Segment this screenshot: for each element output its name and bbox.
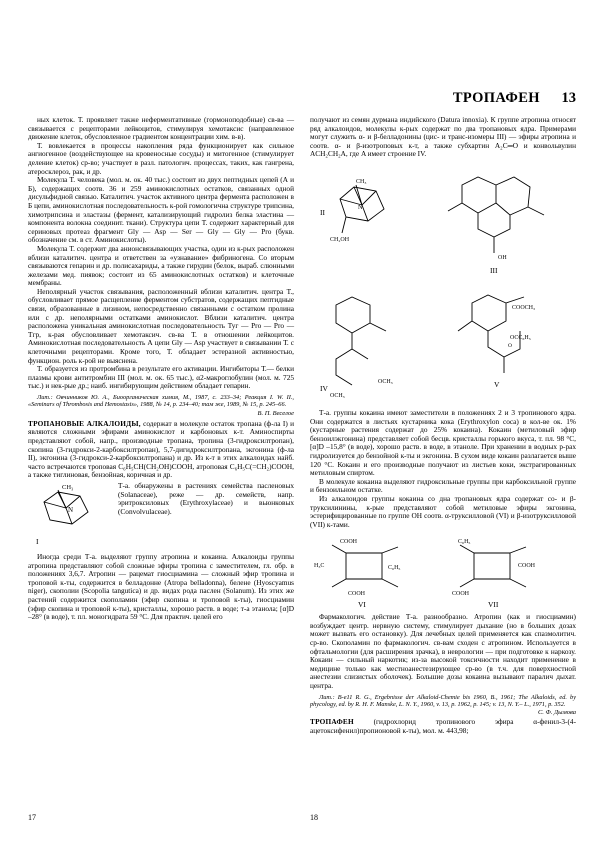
figure-label-V: V (494, 379, 500, 389)
section-body: содержат в молекуле остаток тропана (ф-ла I) и являются сложными эфирами аминокислот и карбоновых к-т. Аминоспирты представляют собой, напр., производные тропана, тропина (3-гидроксилтропан), скопина (3-гидрокси-2-карбоксилтропан), 5,7-дигидроксилтропана, экгонина (ф-ла II), экгонина (3-гидрокси-2-карбоксилтропана) и др. Из к-т в этих алкалоидах найб. часто встречаются троповая C₆H₅CH(CH₂OH)COOH, атроповая C₆H₅C(=CH₂)COOH, а также тиглиновая, бензойная, коричная и др. (28, 418, 294, 480)
section-heading: ТРОПАФЕН (310, 717, 354, 727)
figure-label-III: III (490, 265, 498, 275)
folio-left: 17 (28, 813, 36, 822)
atom-label-cooh-3: COOH (518, 563, 536, 570)
paragraph: Т. образуется из протромбина в результате его активации. Ингибиторы Т.— белки плазмы крови антитромбин III (мол. м. ок. 65 тыс.), α2-макроглобулин (мол. м. 725 тыс.) и нек-рые др.; наиб. ингибирующим действием обладает гепарин. (28, 364, 294, 391)
paragraph: Т. вовлекается в процессы накопления ряда функционирует как сильное ангиогенное (воздействующее на кровеносные сосуды) и митогенное (стимулирует деление клеток) ср-во; участвует в разл. патологич. процессах, таких, как гангрена, атеросклероз, рак, и др. (28, 140, 294, 176)
atom-label-oh: OH (498, 254, 507, 261)
section-body-2: Т-а. обнаружены в растениях семейства пасленовых (Solanaceae), реже — др. семейств, напр. эритроксиловых (Erythroxylaceae) и вьюнковых (Convolvulaceae). (118, 480, 294, 516)
paragraph: Фармакологич. действие Т-а. разнообразно. Атропин (как и гиосциамин) возбуждает центр. нервную систему, стимулирует дыхание (но в больших дозах может вызвать его остановку). Для лечебных целей применяется как спазмолитич. ср-во. Скополамин по фармакологич. св-вам сходен с атропином. Используется в офтальмологии (для расширения зрачка), в неврологии — при подготовке к наркозу. Кокаин — сильный наркотик; из-за высокой токсичности находит применение в медицине только как местноанестезирующее ср-во (в т.ч. для поверхностной анестезии слизистых оболочек). Большие дозы кокаина вызывают паралич дыхат. центра. (310, 612, 576, 691)
folio-right: 18 (310, 813, 318, 822)
figure-group-VI-VII (310, 533, 576, 609)
right-column (310, 116, 576, 736)
section-body-3: Иногда среди Т-а. выделяют группу атропина и кокаина. Алкалоиды группы атропина представляют собой сложные эфиры тропина с заместителем, гл. обр. в положениях 3,6,7. Атропин — рацемат гиосциамина — сложный эфир тропина и троповой к-ты, содержится в белладонне (Atropa belladonna), белене (Hyoscyamus niger), скополии (Scopolia tangutica) и др. видах рода паслен (Solanum). Из этих же растений содержится скополамин (эфир скопина и троповой к-ты), гиосциамин (эфир скопина и троповой к-ты), кристаллы, хорошо раств. в воде; т-а этанола; [α]D –28° (в воде), т. пл. моногидрата 59 °C. Для практич. целей его (28, 551, 294, 622)
paragraph: получают из семян дурмана индийского (Datura innoxia). К группе атропина относят ряд алкалоидов, молекулы к-рых содержат по два тропановых ядра. Примерами могут служить α- и β-белладонины (цис- и транс-изомеры III) — эфиры атропина и соотв. α- и β-изотроповых к-т, а также субхартин A₂C═O и конвольвулин ACH₂CH₂A, где A имеет строение IV. (310, 115, 576, 159)
paragraph: Т-а. группы кокаина имеют заместители в положениях 2 и 3 тропинового ядра. Они содержатся в листьях кустарника кока (Erythroxylon coca) в кол-ве ок. 1% (кустарные растения содержат до 25% кокаина). Кокаин (метиловый эфир бензоилэкгонина) представляет собой бесцв. кристаллы горького вкуса, т. пл. 98 °C, [α]D –15,8° (в воде), хорошо раств. в воде, в этаноле. При хранении в водных р-рах гидролизуется до бензойной к-ты и экгонина. В сухом виде кокаин разлагается выше 120 °C. Кокаин и его производные получают из листьев коки, экстрагированных метиловым спиртом. (310, 407, 576, 478)
atom-label-h3c: H₃C (314, 563, 325, 570)
figure-label-II: II (320, 207, 325, 217)
references-author: С. Ф. Дымова (537, 709, 576, 717)
atom-label-cooh-4: COOH (452, 591, 470, 598)
two-column-layout (28, 116, 576, 736)
atom-label-occ6h5: OCC₆H₅ (510, 334, 531, 341)
paragraph: Неполярный участок связывания, расположенный вблизи каталитич. центра Т., обусловливает прямое расщепление ферментом субстратов, содержащих пептидные связи, образованные в лизином, непосредственно связанными с остатком пролина или с др. неполярными остатками аминокислот. Вблизи каталитич. центра расположена уникальная аминокислотная последовательность Туг — Pro — Pro — Тгр, к-рая обусловливает хемотаксич. св-ва Т. в отношении лейкоцитов. Аминокислотная последовательность А цепи Gly — Asp участвует в связывании Т. с клеточными рецепторами. Кроме того, Т. обладает эстеразной активностью, функцион. роль к-рой не выяснена. (28, 286, 294, 365)
atom-label-cooh-2: COOH (348, 591, 366, 598)
atom-label-n: N (358, 203, 363, 211)
atom-label-c6h5: C₆H₅ (388, 565, 401, 572)
atom-label-ch3: CH₃ (62, 483, 74, 491)
references-author: В. П. Веселое (257, 409, 294, 417)
paragraph: ных клеток. Т. проявляет также неферментативные (гормоноподобные) св-ва — связывается с рецепторами лейкоцитов, стимулируя хемотаксис (направленное движение клеток, обусловленное градиентом концентрации хим. в-в). (28, 115, 294, 142)
figure-group-IV-V (310, 287, 576, 405)
atom-label-cooh: COOH (340, 539, 358, 546)
figure-tropane-I (28, 482, 112, 553)
figure-label-I: I (36, 536, 39, 546)
paragraph: Молекула Т. человека (мол. м. ок. 40 тыс.) состоит из двух пептидных цепей (А и Б), содержащих соотв. 36 и 259 аминокислотных остатков, связанных одной дисульфидной связью. Каталитич. участок активного центра фермента расположен в Б цепи, аминокислотная последовательность к-рой гомологична структуре трипсина, химотрипсина и эластазы (фермент, катализирующий гидролиз белка эластина — компонента волокна соединит. ткани). Структура цепи Т. содержит характерный для сериновых протеаз фрагмент Gly — Asp — Ser — Gly — Gly — Pro (букв. обозначение см. в ст. Аминокислоты). (28, 175, 294, 245)
figure-label-VI: VI (358, 600, 366, 610)
section-tropane-alkaloids (28, 420, 294, 480)
section-heading: ТРОПАНОВЫЕ АЛКАЛОИДЫ, (28, 418, 141, 428)
page-header (28, 90, 576, 112)
atom-label-ch2oh: CH₂OH (330, 236, 350, 243)
paragraph: В молекуле кокаина выделяют гидроксильные группы при карбоксильной группе и бензоильном остатке. (310, 476, 576, 495)
atom-label-cooch3: COOCH₃ (512, 304, 536, 311)
figure-label-IV: IV (320, 383, 328, 393)
section-body: (гидрохлорид тропинового эфира α-фенил-3-(4-ацетоксифенил)пропионовой к-ты), мол. м. 443,98; (310, 717, 576, 736)
header-page-number: 13 (561, 90, 576, 106)
left-column (28, 116, 294, 736)
atom-label-n: N (68, 505, 74, 514)
references (28, 394, 294, 409)
header-title: ТРОПАФЕН (452, 90, 540, 106)
atom-label-och3: OCH₃ (330, 392, 345, 399)
references-text: Лит.: B-е11 R. G., Ergebnisse der Alkaloid-Chemie bis 1960, B., 1961; Тhе Alkaloids, ed. by phycology, ed. by R. H. F. Manske, L. N. Y., 1960, v. 13, p. 1962, p. 145; v. 13, N. Y.– L., 1971, p. 352. (310, 693, 576, 709)
paragraph: Из алкалоидов группы кокаина со дна тропановых ядра содержат со- и β-труксилинины, к-рые представляют собой метиловые эфиры экгонина, эстерифицированные по группе OH соотв. α-труксилловой (VI) и β-изотруксилловой (VII) к-тами. (310, 493, 576, 529)
references-text: Лит.: Овчинников Ю. А., Биоорганическая химия, М., 1987, с. 233–34; Реакция I. W. II., «Seminars of Thrombosis and Hemostasis», 1988, № 14, p. 234–40; там же, 1989, № 15, p. 245–66. (28, 394, 294, 409)
references (310, 694, 576, 709)
page-content (28, 90, 576, 736)
atom-label-ch3: CH₃ (356, 178, 367, 185)
paragraph: Молекула Т. содержит два анионсвязывающих участка, один из к-рых расположен вблизи каталитич. центра и ответствен за «узнавание» фибриногена. Со вторым связываются гепарин и др. полисахариды, а также гирудин (белок, выраб. слюнными железами мед. пиявок; состоит из 65 аминокислотных остатков) и клеточные мембраны. (28, 243, 294, 288)
figure-group-II-III (310, 163, 576, 283)
atom-label-o: O (508, 342, 512, 349)
atom-label-c6h5-2: C₆H₅ (458, 539, 471, 546)
section-tropafen (310, 718, 576, 735)
figure-label-VII: VII (488, 600, 499, 610)
atom-label-och3-2: OCH₃ (378, 378, 393, 385)
